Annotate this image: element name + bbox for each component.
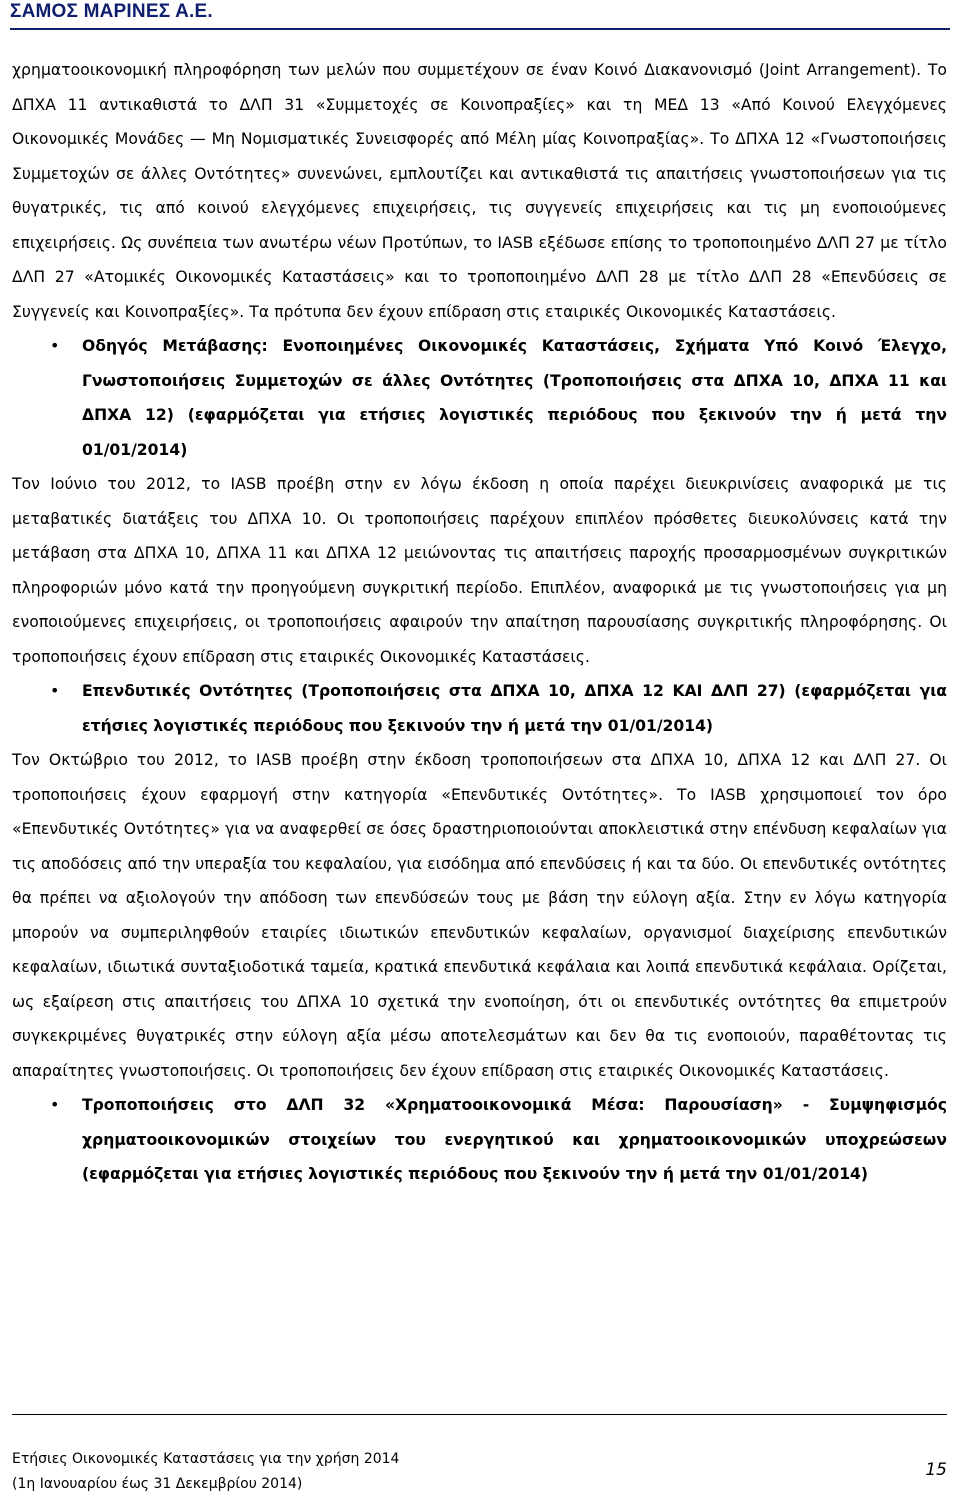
- bullet-item-investment-entities: [12, 674, 947, 743]
- bullet-icon: •: [50, 336, 60, 355]
- page-number: 15: [925, 1460, 947, 1480]
- footer-report-title: Ετήσιες Οικονομικές Καταστάσεις για την χρήση 2014: [12, 1451, 400, 1467]
- page-header: [10, 1, 950, 23]
- company-title: ΣΑΜΟΣ ΜΑΡΙΝΕΣ Α.Ε.: [10, 1, 213, 22]
- bullet-heading: Τροποποιήσεις στο ΔΛΠ 32 «Χρηματοοικονομικά Μέσα: Παρουσίαση» - Συμψηφισμός χρηματοοικονομικών στοιχείων του ενεργητικού και χρηματοοικονομικών υποχρεώσεων (εφαρμόζεται για ετήσιες λογιστικές περιόδους που ξεκινούν την ή μετά την 01/01/2014): [82, 1096, 947, 1183]
- paragraph-ifrs-11-12: χρηματοοικονομική πληροφόρηση των μελών που συμμετέχουν σε έναν Κοινό Διακανονισμό (Joint Arrangement). Το ΔΠΧΑ 11 αντικαθιστά το ΔΛΠ 31 «Συμμετοχές σε Κοινοπραξίες» και τη ΜΕΔ 13 «Από Κοινού Ελεγχόμενες Οικονομικές Μονάδες — Μη Νομισματικές Συνεισφορές από Μέλη μίας Κοινοπραξίας». Το ΔΠΧΑ 12 «Γνωστοποιήσεις Συμμετοχών σε άλλες Οντότητες» συνενώνει, εμπλουτίζει και αντικαθιστά τις απαιτήσεις γνωστοποιήσεων για τις θυγατρικές, τις από κοινού ελεγχόμενες επιχειρήσεις, τις συγγενείς επιχειρήσεις και τις μη ενοποιούμενες επιχειρήσεις. Ως συνέπεια των ανωτέρω νέων Προτύπων, το IASB εξέδωσε επίσης το τροποποιημένο ΔΛΠ 27 με τίτλο ΔΛΠ 27 «Ατομικές Οικονομικές Καταστάσεις» και το τροποποιημένο ΔΛΠ 28 με τίτλο ΔΛΠ 28 «Επενδύσεις σε Συγγενείς και Κοινοπραξίες». Τα πρότυπα δεν έχουν επίδραση στις εταιρικές Οικονομικές Καταστάσεις.: [12, 61, 947, 321]
- footer-rule: [12, 1414, 947, 1415]
- footer-report-period: (1η Ιανουαρίου έως 31 Δεκεμβρίου 2014): [12, 1476, 303, 1492]
- paragraph-transition-guide: Τον Ιούνιο του 2012, το IASB προέβη στην εν λόγω έκδοση η οποία παρέχει διευκρινίσεις αναφορικά με τις μεταβατικές διατάξεις του ΔΠΧΑ 10. Οι τροποποιήσεις παρέχουν επιπλέον πρόσθετες διευκολύνσεις κατά την μετάβαση στα ΔΠΧΑ 10, ΔΠΧΑ 11 και ΔΠΧΑ 12 μειώνοντας τις απαιτήσεις παροχής προσαρμοσμένων συγκριτικών πληροφοριών μόνο κατά την προηγούμενη συγκριτική περίοδο. Επιπλέον, αναφορικά με τις γνωστοποιήσεις για μη ενοποιούμενες επιχειρήσεις, οι τροποποιήσεις αφαιρούν την απαίτηση παρουσίασης συγκριτικής πληροφόρησης. Οι τροποποιήσεις έχουν επίδραση στις εταιρικές Οικονομικές Καταστάσεις.: [12, 475, 947, 666]
- header-rule: [10, 28, 950, 30]
- paragraph-investment-entities: Τον Οκτώβριο του 2012, το IASB προέβη στην έκδοση τροποποιήσεων στα ΔΠΧΑ 10, ΔΠΧΑ 12 και ΔΛΠ 27. Οι τροποποιήσεις έχουν εφαρμογή στην κατηγορία «Επενδυτικές Οντότητες». Το IASB χρησιμοποιεί τον όρο «Επενδυτικές Οντότητες» για να αναφερθεί σε όσες δραστηριοποιούνται αποκλειστικά στην επένδυση κεφαλαίων για τις αποδόσεις από την υπεραξία του κεφαλαίου, για εισόδημα από επενδύσεις ή και τα δύο. Οι επενδυτικές οντότητες θα πρέπει να αξιολογούν την απόδοση των επενδύσεών τους με βάση την εύλογη αξία. Στην εν λόγω κατηγορία μπορούν να συμπεριληφθούν εταιρίες ιδιωτικών επενδυτικών κεφαλαίων, οργανισμοί διαχείρισης επενδυτικών κεφαλαίων, ιδιωτικά συνταξιοδοτικά ταμεία, κρατικά επενδυτικά κεφάλαια και λοιπά επενδυτικά κεφάλαια. Ορίζεται, ως εξαίρεση στις απαιτήσεις του ΔΠΧΑ 10 σχετικά την ενοποίηση, ότι οι επενδυτικές οντότητες θα επιμετρούν συγκεκριμένες θυγατρικές στην εύλογη αξία μέσω αποτελεσμάτων και δεν θα τις ενοποιούν, παραθέτοντας τις απαραίτητες γνωστοποιήσεις. Οι τροποποιήσεις δεν έχουν επίδραση στις εταιρικές Οικονομικές Καταστάσεις.: [12, 751, 947, 1080]
- document-body: [12, 53, 947, 1192]
- bullet-icon: •: [50, 1095, 60, 1114]
- bullet-item-transition-guide: [12, 329, 947, 467]
- bullet-icon: •: [50, 681, 60, 700]
- bullet-item-ias-32: [12, 1088, 947, 1192]
- bullet-heading: Οδηγός Μετάβασης: Ενοποιημένες Οικονομικές Καταστάσεις, Σχήματα Υπό Κοινό Έλεγχο, Γνωστοποιήσεις Συμμετοχών σε άλλες Οντότητες (Τροποποιήσεις στα ΔΠΧΑ 10, ΔΠΧΑ 11 και ΔΠΧΑ 12) (εφαρμόζεται για ετήσιες λογιστικές περιόδους που ξεκινούν την ή μετά την 01/01/2014): [82, 337, 947, 459]
- bullet-heading: Επενδυτικές Οντότητες (Τροποποιήσεις στα ΔΠΧΑ 10, ΔΠΧΑ 12 ΚΑΙ ΔΛΠ 27) (εφαρμόζεται για ετήσιες λογιστικές περιόδους που ξεκινούν την ή μετά την 01/01/2014): [82, 682, 947, 735]
